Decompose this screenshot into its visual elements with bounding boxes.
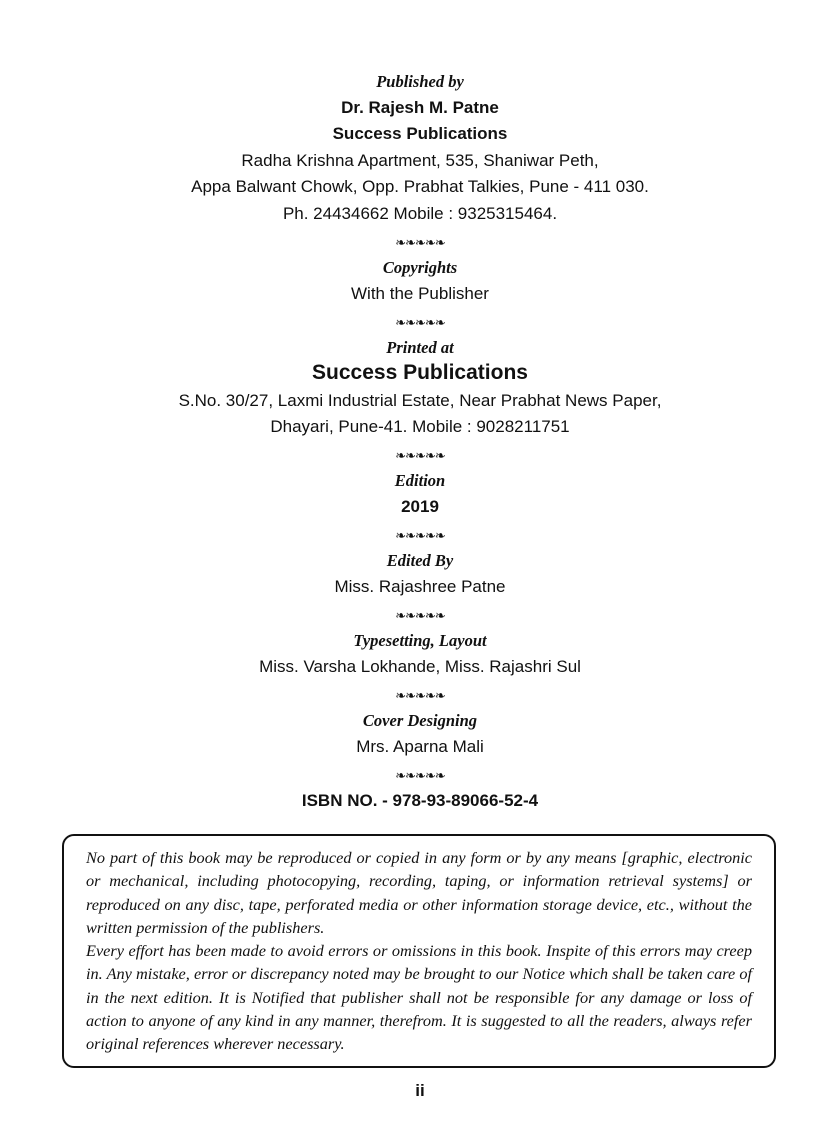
ornament-divider: ❧❧❧❧❧ [395,449,445,464]
disclaimer-paragraph-1: No part of this book may be reproduced or copied in any form or by any means [graphic, electronic or mechanical, including photocopying, recording, taping, or information retrieval systems] or reproduced on any disc, tape, perforated media or other information storage device, etc., without the written permission of the publishers. [86,848,752,937]
ornament-divider: ❧❧❧❧❧ [395,689,445,704]
typesetting-heading: Typesetting, Layout [353,631,487,650]
printer-address-line1: S.No. 30/27, Laxmi Industrial Estate, Near Prabhat News Paper, [178,391,662,410]
edited-by-value: Miss. Rajashree Patne [334,577,506,596]
disclaimer-box [62,834,776,1068]
ornament-divider: ❧❧❧❧❧ [395,236,445,251]
edited-by-heading: Edited By [386,551,454,570]
publisher-address-line2: Appa Balwant Chowk, Opp. Prabhat Talkies, Pune - 411 030. [191,177,649,196]
publisher-phone: Ph. 24434662 Mobile : 9325315464. [282,204,558,223]
typesetting-value: Miss. Varsha Lokhande, Miss. Rajashri Sul [259,657,581,676]
ornament-divider: ❧❧❧❧❧ [395,609,445,624]
copyrights-heading: Copyrights [382,258,458,277]
ornament-divider: ❧❧❧❧❧ [395,316,445,331]
publisher-company: Success Publications [332,124,508,143]
copyrights-value: With the Publisher [351,284,489,303]
cover-value: Mrs. Aparna Mali [356,737,484,756]
ornament-divider: ❧❧❧❧❧ [395,769,445,784]
publisher-name: Dr. Rajesh M. Patne [341,98,499,117]
printer-address-line2: Dhayari, Pune-41. Mobile : 9028211751 [270,417,570,436]
isbn: ISBN NO. - 978-93-89066-52-4 [301,791,539,810]
cover-heading: Cover Designing [362,711,478,730]
ornament-divider: ❧❧❧❧❧ [395,529,445,544]
printed-at-heading: Printed at [386,338,454,357]
page-number: ii [415,1081,425,1100]
edition-value: 2019 [401,497,439,516]
published-by-heading: Published by [376,72,464,91]
edition-heading: Edition [394,471,446,490]
printer-company: Success Publications [312,361,528,384]
disclaimer-paragraph-2: Every effort has been made to avoid errors or omissions in this book. Inspite of this errors may creep in. Any mistake, error or discrepancy noted may be brought to our Notice which shall be taken care of in the next edition. It is Notified that publisher shall not be responsible for any damage or loss of action to anyone of any kind in any manner, therefrom. It is suggested to all the readers, always refer original references wherever necessary. [86,941,752,1054]
publisher-address-line1: Radha Krishna Apartment, 535, Shaniwar Peth, [241,151,599,170]
